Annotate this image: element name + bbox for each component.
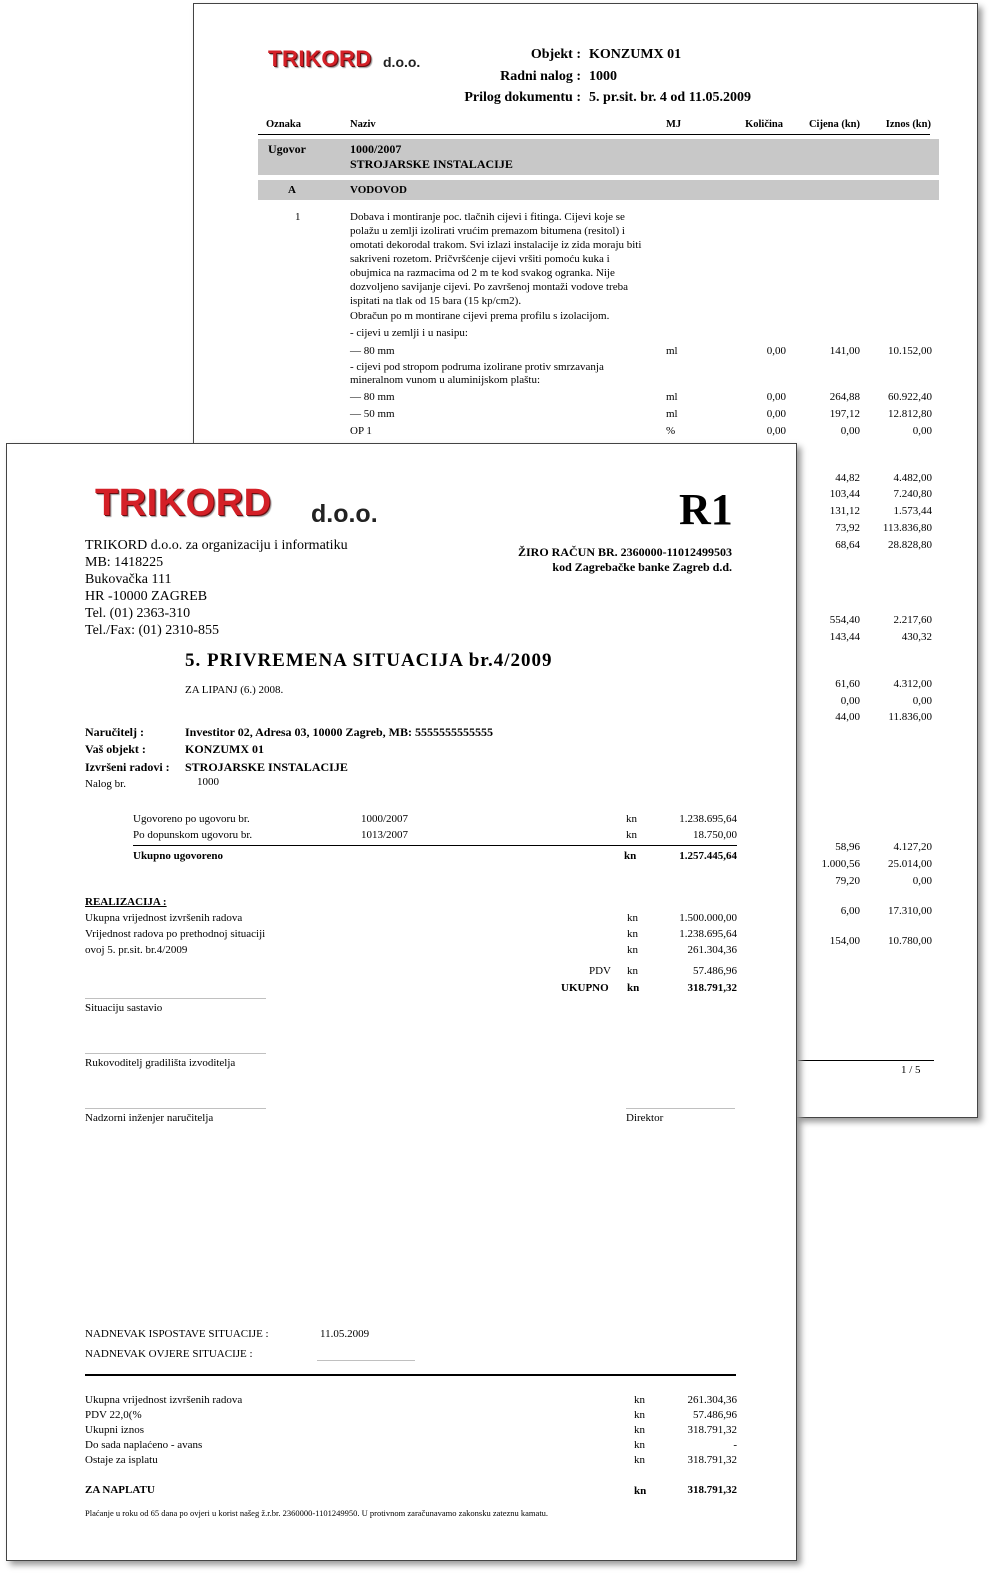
- issue-date: 11.05.2009: [320, 1328, 370, 1340]
- row-name: — 80 mm: [350, 345, 395, 357]
- description-line: ispitati na tlak od 15 bara (15 kp/cm2).: [350, 295, 522, 307]
- section-name: VODOVOD: [350, 184, 408, 196]
- company-line: Tel. (01) 2363-310: [85, 606, 191, 621]
- side-price: 44,00: [835, 711, 860, 723]
- client-value: Investitor 02, Adresa 03, 10000 Zagreb, MB: 5555555555555: [185, 725, 493, 739]
- summary-amount: 57.486,96: [693, 1409, 737, 1421]
- side-price: 554,40: [829, 614, 860, 626]
- contract-number: 1000/2007: [350, 142, 402, 156]
- contract-amount: 1.238.695,64: [679, 813, 737, 825]
- row-quantity: 0,00: [766, 345, 786, 357]
- issue-date-label: NADNEVAK ISPOSTAVE SITUACIJE :: [85, 1328, 269, 1340]
- pdv-amount: 57.486,96: [693, 965, 737, 977]
- row-unit: ml: [666, 391, 678, 403]
- contract-number: 1000/2007: [361, 813, 409, 825]
- column-header: Iznos (kn): [885, 119, 931, 130]
- document-title: 5. PRIVREMENA SITUACIJA br.4/2009: [185, 650, 553, 671]
- total-label: UKUPNO: [561, 982, 609, 994]
- side-amount: 2.217,60: [893, 614, 932, 626]
- contract-name: STROJARSKE INSTALACIJE: [350, 157, 513, 171]
- realization-label: Vrijednost radova po prethodnoj situaciji: [85, 928, 266, 940]
- side-price: 0,00: [840, 695, 860, 707]
- divider: [258, 134, 930, 135]
- r1-mark: R1: [679, 485, 733, 534]
- row-price: 0,00: [840, 425, 860, 437]
- summary-currency: kn: [634, 1454, 645, 1466]
- item-calculation: Obračun po m montirane cijevi prema profilu s izolacijom.: [350, 310, 610, 322]
- total-currency: kn: [627, 982, 640, 994]
- total-amount: 318.791,32: [687, 982, 737, 994]
- contracted-total-label: Ukupno ugovoreno: [133, 850, 223, 862]
- side-price: 103,44: [829, 488, 860, 500]
- row-amount: 0,00: [912, 425, 932, 437]
- company-logo: TRIKORD: [95, 482, 272, 524]
- company-logo: TRIKORD: [268, 46, 372, 71]
- realization-currency: kn: [627, 928, 638, 940]
- contract-label: Po dopunskom ugovoru br.: [133, 829, 253, 841]
- meta-value: 1000: [589, 69, 617, 84]
- payment-terms: Plaćanje u roku od 65 dana po ovjeri u korist našeg ž.r.br. 2360000-1101249950. U protivnom zaračunavamo zakonsku zateznu kamatu.: [85, 1508, 549, 1518]
- subsection-label: - cijevi pod stropom podruma izolirane protiv smrzavanja: [350, 361, 604, 373]
- column-header: Naziv: [350, 119, 376, 130]
- description-line: dozvoljeno savijanje cijevi. Po završenoj montaži vodove treba: [350, 281, 628, 293]
- summary-amount: 318.791,32: [687, 1454, 737, 1466]
- section-code: A: [288, 184, 296, 196]
- summary-label: PDV 22,0(%: [85, 1409, 142, 1421]
- side-price: 154,00: [829, 935, 860, 947]
- realization-currency: kn: [627, 944, 638, 956]
- signature-line: [85, 1053, 266, 1054]
- row-amount: 60.922,40: [888, 391, 932, 403]
- side-amount: 17.310,00: [888, 905, 932, 917]
- side-price: 6,00: [840, 905, 860, 917]
- realization-label: Ukupna vrijednost izvršenih radova: [85, 912, 243, 924]
- works-value: STROJARSKE INSTALACIJE: [185, 760, 348, 774]
- side-price: 61,60: [835, 678, 860, 690]
- signature-line: [626, 1108, 735, 1109]
- front-page: [6, 443, 797, 1561]
- company-line: MB: 1418225: [85, 555, 164, 570]
- side-price: 143,44: [829, 631, 860, 643]
- row-quantity: 0,00: [766, 408, 786, 420]
- object-label: Vaš objekt :: [85, 742, 146, 756]
- summary-currency: kn: [634, 1394, 645, 1406]
- meta-value: KONZUMX 01: [589, 47, 682, 62]
- contract-amount: 18.750,00: [693, 829, 737, 841]
- description-line: obujmica na razmacima od 2 m te kod svakog ogranka. Nije: [350, 267, 615, 279]
- description-line: polažu u zemlji izolirati vrućim premazom bitumena (resitol) i: [350, 225, 625, 237]
- realization-title: REALIZACIJA :: [85, 896, 167, 908]
- realization-currency: kn: [627, 912, 638, 924]
- verify-date-line: [317, 1360, 415, 1361]
- object-value: KONZUMX 01: [185, 742, 264, 756]
- summary-currency: kn: [634, 1424, 645, 1436]
- description-line: omotati dekorodal trakom. Svi izlazi instalacije iz zida moraju biti: [350, 239, 642, 251]
- side-amount: 28.828,80: [888, 539, 932, 551]
- side-price: 44,82: [835, 472, 860, 484]
- row-price: 264,88: [829, 391, 860, 403]
- row-price: 141,00: [829, 345, 860, 357]
- realization-amount: 261.304,36: [687, 944, 737, 956]
- row-quantity: 0,00: [766, 425, 786, 437]
- row-name: — 80 mm: [350, 391, 395, 403]
- summary-currency: kn: [634, 1409, 645, 1421]
- contract-number: 1013/2007: [361, 829, 409, 841]
- bank-name: kod Zagrebačke banke Zagreb d.d.: [552, 560, 732, 574]
- pay-label: ZA NAPLATU: [85, 1484, 155, 1496]
- signature-label: Situaciju sastavio: [85, 1002, 163, 1014]
- realization-amount: 1.238.695,64: [679, 928, 737, 940]
- contract-label: Ugovoreno po ugovoru br.: [133, 813, 250, 825]
- company-line: Tel./Fax: (01) 2310-855: [85, 623, 219, 638]
- contract-label: Ugovor: [268, 142, 306, 156]
- signature-label: Nadzorni inženjer naručitelja: [85, 1112, 214, 1124]
- column-header: Oznaka: [266, 119, 302, 130]
- row-amount: 10.152,00: [888, 345, 932, 357]
- meta-label: Radni nalog :: [500, 69, 581, 84]
- side-price: 68,64: [835, 539, 860, 551]
- verify-date-label: NADNEVAK OVJERE SITUACIJE :: [85, 1348, 253, 1360]
- contract-currency: kn: [626, 813, 637, 825]
- side-amount: 4.482,00: [893, 472, 932, 484]
- row-name: OP 1: [350, 425, 372, 437]
- item-number: 1: [295, 211, 301, 223]
- pay-amount: 318.791,32: [687, 1484, 737, 1496]
- row-unit: ml: [666, 408, 678, 420]
- company-line: Bukovačka 111: [85, 572, 172, 587]
- row-unit: %: [666, 425, 676, 437]
- company-logo-suffix: d.o.o.: [311, 500, 378, 528]
- realization-label: ovoj 5. pr.sit. br.4/2009: [85, 944, 188, 956]
- side-price: 131,12: [829, 505, 860, 517]
- column-header: Cijena (kn): [808, 119, 860, 130]
- summary-currency: kn: [634, 1439, 645, 1451]
- summary-amount: 261.304,36: [687, 1394, 737, 1406]
- company-line: HR -10000 ZAGREB: [85, 589, 208, 604]
- divider: [798, 1060, 934, 1061]
- summary-label: Ostaje za isplatu: [85, 1454, 158, 1466]
- contracted-total-amount: 1.257.445,64: [679, 850, 737, 862]
- side-amount: 113.836,80: [882, 522, 932, 534]
- description-line: Dobava i montiranje poc. tlačnih cijevi i fitinga. Cijevi koje se: [350, 211, 625, 223]
- summary-amount: 318.791,32: [687, 1424, 737, 1436]
- order-value: 1000: [197, 776, 219, 788]
- pdv-label: PDV: [589, 965, 612, 977]
- row-name: — 50 mm: [350, 408, 395, 420]
- period: ZA LIPANJ (6.) 2008.: [185, 684, 284, 696]
- signature-line: [85, 998, 266, 999]
- row-amount: 12.812,80: [888, 408, 932, 420]
- side-amount: 4.127,20: [893, 841, 932, 853]
- signature-label: Rukovoditelj gradilišta izvoditelja: [85, 1057, 236, 1069]
- side-amount: 25.014,00: [888, 858, 932, 870]
- bank-account: ŽIRO RAČUN BR. 2360000-11012499503: [517, 545, 732, 559]
- client-label: Naručitelj :: [85, 725, 144, 739]
- realization-amount: 1.500.000,00: [679, 912, 737, 924]
- company-line: TRIKORD d.o.o. za organizaciju i informatiku: [85, 538, 348, 553]
- summary-label: Ukupni iznos: [85, 1424, 144, 1436]
- side-amount: 0,00: [912, 875, 932, 887]
- contract-currency: kn: [626, 829, 637, 841]
- contracted-total-currency: kn: [624, 850, 637, 862]
- summary-label: Do sada naplaćeno - avans: [85, 1439, 203, 1451]
- meta-label: Prilog dokumentu :: [464, 90, 581, 105]
- side-amount: 430,32: [901, 631, 932, 643]
- side-amount: 0,00: [912, 695, 932, 707]
- company-logo-suffix: d.o.o.: [383, 54, 421, 70]
- signature-label: Direktor: [626, 1112, 664, 1124]
- works-label: Izvršeni radovi :: [85, 760, 170, 774]
- side-price: 1.000,56: [821, 858, 860, 870]
- divider: [85, 1374, 736, 1376]
- row-price: 197,12: [829, 408, 860, 420]
- pdv-currency: kn: [627, 965, 638, 977]
- side-amount: 4.312,00: [893, 678, 932, 690]
- order-label: Nalog br.: [85, 778, 126, 790]
- row-quantity: 0,00: [766, 391, 786, 403]
- meta-value: 5. pr.sit. br. 4 od 11.05.2009: [589, 90, 751, 105]
- column-header: Količina: [745, 119, 783, 130]
- column-header: MJ: [666, 119, 682, 130]
- divider: [133, 845, 737, 846]
- side-amount: 11.836,00: [888, 711, 932, 723]
- pay-currency: kn: [634, 1485, 647, 1497]
- row-unit: ml: [666, 345, 678, 357]
- side-amount: 1.573,44: [893, 505, 932, 517]
- side-price: 79,20: [835, 875, 860, 887]
- subsection-label: - cijevi u zemlji i u nasipu:: [350, 327, 468, 339]
- page-number: 1 / 5: [901, 1064, 921, 1076]
- description-line: sakriveni rozetom. Pričvršćenje cijevi vršiti pomoću kuka i: [350, 253, 610, 265]
- side-price: 58,96: [835, 841, 860, 853]
- side-price: 73,92: [835, 522, 860, 534]
- signature-line: [85, 1108, 266, 1109]
- summary-label: Ukupna vrijednost izvršenih radova: [85, 1394, 243, 1406]
- side-amount: 7.240,80: [893, 488, 932, 500]
- summary-amount: -: [733, 1439, 737, 1451]
- meta-label: Objekt :: [530, 47, 581, 62]
- side-amount: 10.780,00: [888, 935, 932, 947]
- subsection-label: mineralnom vunom u aluminijskom plaštu:: [350, 374, 541, 386]
